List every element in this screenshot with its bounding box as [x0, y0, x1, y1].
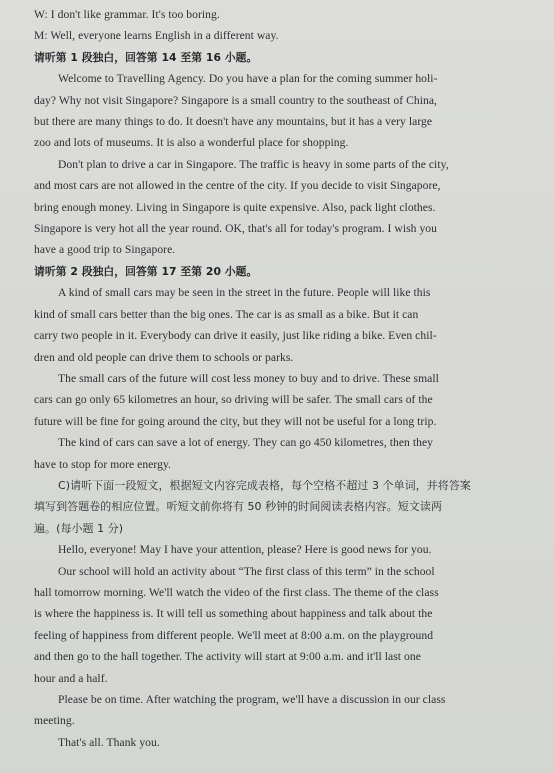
transcript-line: The small cars of the future will cost less money to buy and to drive. These small: [58, 371, 439, 385]
transcript-line: The kind of cars can save a lot of energy. They can go 450 kilometres, then they: [58, 436, 433, 450]
section-instruction: 请听第 2 段独白，回答第 17 至第 20 小题。: [34, 264, 258, 278]
transcript-line: That's all. Thank you.: [58, 735, 160, 749]
transcript-line: Singapore is very hot all the year round. OK, that's all for today's program. I wish you: [34, 222, 438, 236]
transcript-line: feeling of happiness from different people. We'll meet at 8:00 a.m. on the playground: [34, 628, 434, 642]
transcript-line: day? Why not visit Singapore? Singapore is a small country to the southeast of China,: [34, 93, 437, 107]
transcript-line: M: Well, everyone learns English in a different way.: [34, 29, 279, 43]
transcript-line: and most cars are not allowed in the centre of the city. If you decide to visit Singapore,: [34, 179, 441, 193]
transcript-line: dren and old people can drive them to schools or parks.: [34, 350, 294, 364]
transcript-line: Please be on time. After watching the program, we'll have a discussion in our class: [58, 693, 446, 706]
transcript-line: Hello, everyone! May I have your attention, please? Here is good news for you.: [58, 543, 432, 557]
transcript-line: bring enough money. Living in Singapore is quite expensive. Also, pack light clothes.: [34, 200, 436, 214]
transcript-line: hour and a half.: [34, 671, 108, 685]
transcript-line: is where the happiness is. It will tell us something about happiness and talk about the: [34, 607, 433, 621]
section-instruction-cn: 填写到答题卷的相应位置。听短文前你将有 50 秒钟的时间阅读表格内容。短文读两: [34, 500, 442, 514]
transcript-line: carry two people in it. Everybody can drive it easily, just like riding a bike. Even chil-: [34, 329, 437, 343]
section-instruction-cn: 遍。(每小题 1 分): [34, 521, 124, 535]
transcript-line: hall tomorrow morning. We'll watch the video of the first class. The theme of the class: [34, 585, 439, 599]
transcript-line: future will be fine for going around the city, but they will not be useful for a long trip.: [34, 414, 437, 428]
transcript-line: cars can go only 65 kilometres an hour, so driving will be safer. The small cars of the: [34, 393, 433, 407]
transcript-line: but there are many things to do. It doesn't have any mountains, but it has a very large: [34, 115, 433, 129]
transcript-line: Don't plan to drive a car in Singapore. The traffic is heavy in some parts of the city,: [58, 157, 449, 171]
transcript-line: Welcome to Travelling Agency. Do you have a plan for the coming summer holi-: [58, 72, 438, 86]
transcript-line: W: I don't like grammar. It's too boring.: [34, 8, 220, 21]
transcript-line: kind of small cars better than the big ones. The car is as small as a bike. But it can: [34, 307, 419, 321]
transcript-line: have to stop for more energy.: [34, 457, 171, 471]
transcript-line: zoo and lots of museums. It is also a wonderful place for shopping.: [34, 136, 349, 150]
transcript-line: Our school will hold an activity about “The first class of this term” in the school: [58, 564, 435, 578]
transcript-line: have a good trip to Singapore.: [34, 243, 176, 257]
section-instruction: 请听第 1 段独白，回答第 14 至第 16 小题。: [34, 50, 258, 64]
transcript-line: meeting.: [34, 714, 75, 728]
section-instruction-cn: C)请听下面一段短文，根据短文内容完成表格，每个空格不超过 3 个单词，并将答案: [58, 478, 471, 492]
transcript-line: and then go to the hall together. The activity will start at 9:00 a.m. and it'll last one: [34, 650, 421, 664]
transcript-line: A kind of small cars may be seen in the street in the future. People will like this: [58, 286, 431, 300]
